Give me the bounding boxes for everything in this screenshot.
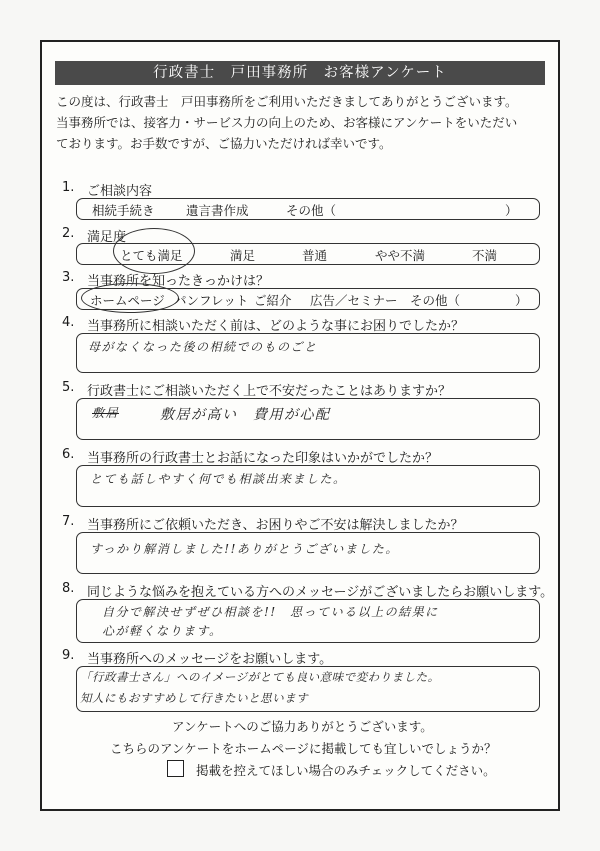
intro-line-1: この度は、行政書士 戸田事務所をご利用いただきましてありがとうございます。 [56,94,518,109]
intro-line-3: ております。お手数ですが、ご協力いただければ幸いです。 [56,136,392,151]
option-somewhat-dissatisfied[interactable]: やや不満 [375,248,426,263]
option-very-satisfied[interactable]: とても満足 [120,248,183,263]
handwritten-answer-line-1: 「行政書士さん」へのイメージがとても良い意味で変わりました。 [80,670,440,684]
question-text: 当事務所へのメッセージをお願いします。 [87,652,333,667]
handwritten-answer: とても話しやすく何でも相談出来ました。 [90,472,347,486]
handwritten-answer: 母がなくなった後の相続でのものごと [88,340,318,354]
question-text: 当事務所の行政書士とお話になった印象はいかがでしたか？ [87,451,439,466]
option-ad-seminar[interactable]: 広告／セミナー [310,293,398,308]
survey-title: 行政書士 戸田事務所 お客様アンケート [55,61,545,85]
handwritten-answer: すっかり解消しました!!ありがとうございました。 [90,542,399,556]
question-number: 2. [62,226,75,241]
question-text: 当事務所に相談いただく前は、どのような事にお困りでしたか？ [87,319,465,334]
question-number: 1. [62,180,75,195]
handwritten-answer: 敷居が高い 費用が心配 [160,407,331,423]
question-number: 9. [62,648,75,663]
checkbox-label: 掲載を控えてほしい場合のみチェックしてください。 [196,763,496,778]
question-text: 当事務所にご依頼いただき、お困りやご不安は解決しましたか？ [87,518,464,533]
option-other-close: ） [505,203,518,218]
question-text: ご相談内容 [87,184,153,199]
intro-line-2: 当事務所では、接客力・サービス力の向上のため、お客様にアンケートをいただい [56,115,518,130]
crossed-out-text: 敷居 [92,406,120,420]
option-other[interactable]: その他（ [410,293,461,308]
thanks-text: アンケートへのご協力ありがとうございます。 [172,719,433,734]
option-other-close: ） [515,293,528,308]
option-other[interactable]: その他（ [286,203,337,218]
question-number: 3. [62,270,75,285]
decline-publish-checkbox[interactable] [167,760,184,777]
question-text: 同じような悩みを抱えている方へのメッセージがございましたらお願いします。 [87,585,554,600]
option-neutral[interactable]: 普通 [302,248,328,263]
option-homepage[interactable]: ホームページ [90,293,165,308]
question-number: 6. [62,447,75,462]
question-text: 行政書士にご相談いただく上で不安だったことはありますか？ [87,384,452,399]
question-number: 4. [62,315,75,330]
option-will[interactable]: 遺言書作成 [186,203,249,218]
option-dissatisfied[interactable]: 不満 [472,248,498,263]
handwritten-answer-line-2: 知人にもおすすめして行きたいと思います [80,691,309,705]
option-pamphlet[interactable]: パンフレット [174,293,249,308]
option-satisfied[interactable]: 満足 [230,248,256,263]
question-text: 満足度 [87,230,127,245]
question-number: 7. [62,514,75,529]
handwritten-answer-line-1: 自分で解決せずぜひ相談を!! 思っている以上の結果に [102,605,439,619]
question-text: 当事務所を知ったきっかけは？ [87,274,270,289]
option-referral[interactable]: ご紹介 [254,293,292,308]
question-number: 5. [62,380,75,395]
question-number: 8. [62,581,75,596]
publish-question: こちらのアンケートをホームページに掲載しても宜しいでしょうか？ [110,741,497,756]
handwritten-answer-line-2: 心が軽くなります。 [102,624,223,638]
option-inheritance[interactable]: 相続手続き [92,203,155,218]
